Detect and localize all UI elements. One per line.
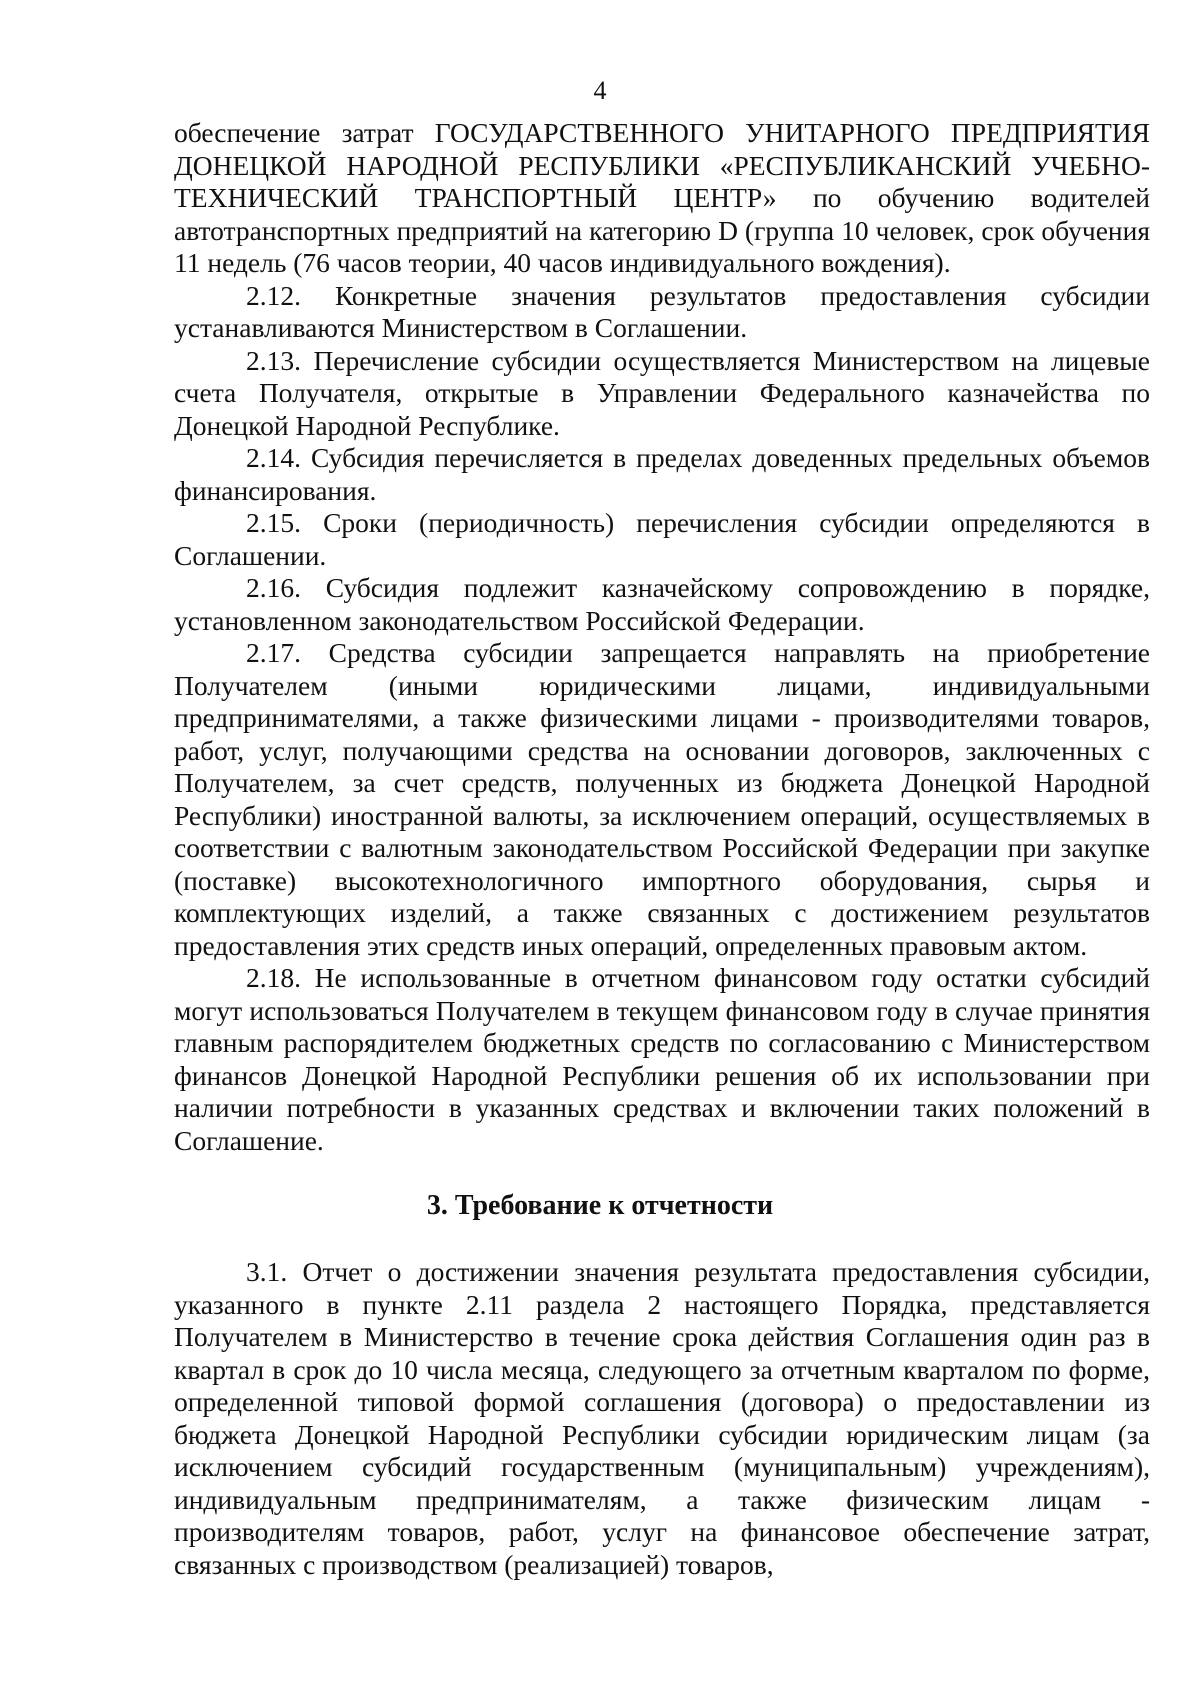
paragraph-2-15: 2.15. Сроки (периодичность) перечисления субсидии определяются в Соглашении. bbox=[174, 507, 1150, 571]
paragraph-2-12: 2.12. Конкретные значения результатов предоставления субсидии устанавливаются Министерством в Соглашении. bbox=[174, 279, 1150, 343]
paragraph-continuation: обеспечение затрат ГОСУДАРСТВЕННОГО УНИТАРНОГО ПРЕДПРИЯТИЯ ДОНЕЦКОЙ НАРОДНОЙ РЕСПУБЛИКИ «РЕСПУБЛИКАНСКИЙ УЧЕБНО-ТЕХНИЧЕСКИЙ ТРАНСПОРТНЫЙ ЦЕНТР» по обучению водителей автотранспортных предприятий на категорию D (группа 10 человек, срок обучения 11 недель (76 часов теории, 40 часов индивидуального вождения). bbox=[174, 117, 1150, 278]
paragraph-3-1: 3.1. Отчет о достижении значения результата предоставления субсидии, указанного в пункте 2.11 раздела 2 настоящего Порядка, представляется Получателем в Министерство в течение срока действия Соглашения один раз в квартал в срок до 10 числа месяца, следующего за отчетным кварталом по форме, определенной типовой формой соглашения (договора) о предоставлении из бюджета Донецкой Народной Республики субсидии юридическим лицам (за исключением субсидий государственным (муниципальным) учреждениям), индивидуальным предпринимателям, а также физическим лицам - производителям товаров, работ, услуг на финансовое обеспечение затрат, связанных с производством (реализацией) товаров, bbox=[174, 1256, 1150, 1580]
paragraph-2-16: 2.16. Субсидия подлежит казначейскому сопровождению в порядке, установленном законодательством Российской Федерации. bbox=[174, 572, 1150, 636]
body-text bbox=[174, 117, 1150, 1157]
section-3-heading: 3. Требование к отчетности bbox=[426, 1190, 774, 1221]
paragraph-2-13: 2.13. Перечисление субсидии осуществляется Министерством на лицевые счета Получателя, открытые в Управлении Федерального казначейства по Донецкой Народной Республике. bbox=[174, 344, 1150, 441]
page-number: 4 bbox=[593, 76, 607, 105]
paragraph-2-17: 2.17. Средства субсидии запрещается направлять на приобретение Получателем (иными юридическими лицами, индивидуальными предпринимателями, а также физическими лицами - производителями товаров, работ, услуг, получающими средства на основании договоров, заключенных с Получателем, за счет средств, полученных из бюджета Донецкой Народной Республики) иностранной валюты, за исключением операций, осуществляемых в соответствии с валютным законодательством Российской Федерации при закупке (поставке) высокотехнологичного импортного оборудования, сырья и комплектующих изделий, а также связанных с достижением результатов предоставления этих средств иных операций, определенных правовым актом. bbox=[174, 637, 1150, 961]
section-3-body bbox=[174, 1256, 1150, 1581]
paragraph-2-18: 2.18. Не использованные в отчетном финансовом году остатки субсидий могут использоваться Получателем в текущем финансовом году в случае принятия главным распорядителем бюджетных средств по согласованию с Министерством финансов Донецкой Народной Республики решения об их использовании при наличии потребности в указанных средствах и включении таких положений в Соглашение. bbox=[174, 962, 1150, 1156]
paragraph-2-14: 2.14. Субсидия перечисляется в пределах доведенных предельных объемов финансирования. bbox=[174, 442, 1150, 506]
